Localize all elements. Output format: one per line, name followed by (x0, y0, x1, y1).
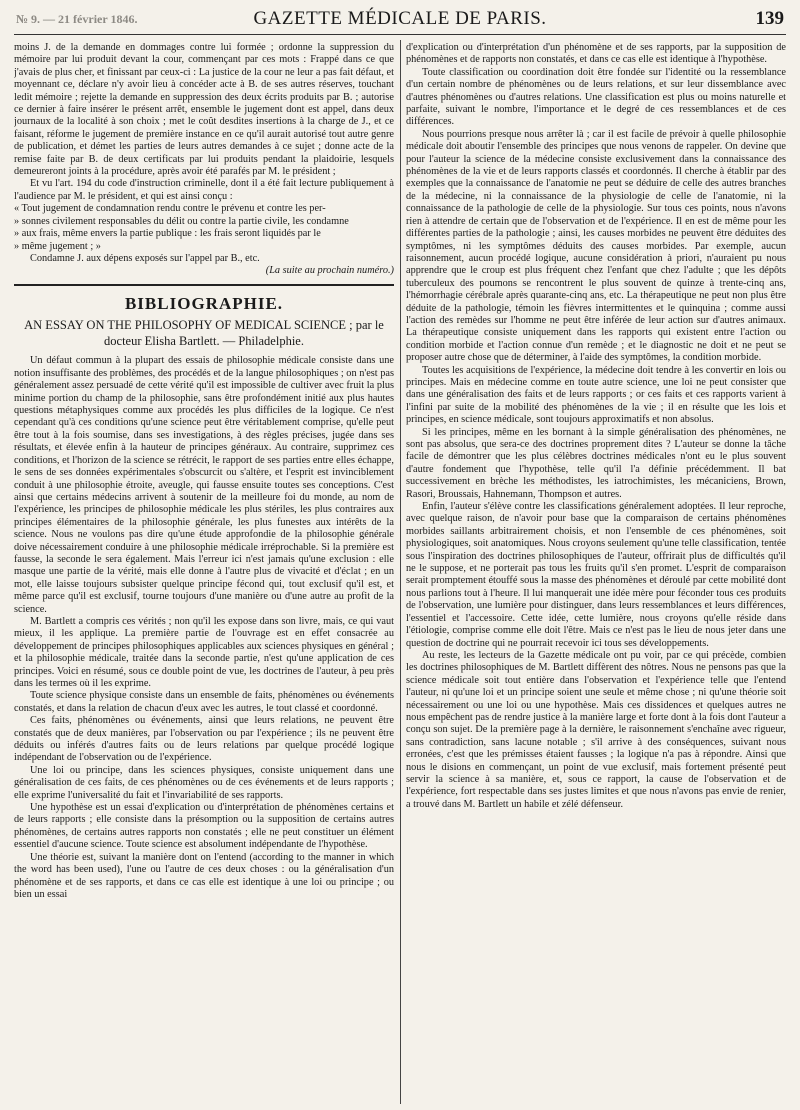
paragraph: Un défaut commun à la plupart des essais de philosophie médicale consiste dans une notion insuffisante des problèmes, des procédés et de la langue philosophiques ; on n'est pas généralement assez persuadé de cette vérité qu'il est impossible de cultiver avec fruit la plus minime portion du champ de la philosophie, sans être profondément initié aux plus hautes questions métaphysiques comme aux procédés les plus difficiles de la logique. Ce n'est cependant qu'à ces conditions qu'une science peut être véritablement comprise, qu'elle peut être tout à la fois soumise, dans ses investigations, à des règles précises, jugée dans ses résultats, et élevée enfin à la hauteur de principes généraux. Au contraire, supprimez ces conditions, et l'horizon de la science se rétrécit, le rapport de ses parties entre elles échappe, le sens de ses données expérimentales s'obscurcit ou s'altère, et l'esprit est invinciblement conduit à une philosophie étroite, aveugle, qui fausse ensuite toutes ses conceptions. C'est ainsi que certains médecins arrivent à soutenir de la meilleure foi du monde, au nom de l'expérience, les principes de philosophie médicale les plus stériles, les plus contraires aux principes élémentaires de la philosophie générale, les plus funestes aux intérêts de la science. Nous ne voulons pas dire qu'une étude approfondie de la philosophie générale doive nécessairement conduire à une philosophie médicale irréprochable. Si la première est fausse, la seconde le sera également. Mais l'erreur ici n'est jamais qu'une exclusion : elle masque une partie de la vérité, mais elle donne à l'autre plus de vivacité et d'éclat ; en un mot, elle laisse toujours subsister quelque principe fécond qui, tout exclusif qu'il est, et même parce qu'il est exclusif, tourne toujours d'une manière ou d'une autre au profit de la science. (14, 355, 394, 615)
paragraph: Une hypothèse est un essai d'explication ou d'interprétation de phénomènes certains et de leurs rapports ; elle consiste dans la présomption ou la supposition de certains autres phénomènes, de certains autres rapports non constatés ; elle ne peut constituer un élément essentiel d'aucune science. Toute science est absolument indépendante de l'hypothèse. (14, 802, 394, 851)
paragraph: Une loi ou principe, dans les sciences physiques, consiste uniquement dans une généralisation de ces faits, de ces phénomènes ou de ces événements et de leurs rapports ; elle exprime l'universalité du fait et l'invariabilité de ses rapports. (14, 764, 394, 801)
section-title: BIBLIOGRAPHIE. (124, 293, 284, 313)
continued-note: (La suite au prochain numéro.) (265, 265, 394, 277)
column-divider (400, 40, 401, 1104)
issue-date-fragment: № 9. — 21 février 1846. (16, 12, 138, 26)
paragraph: Condamne J. aux dépens exposés sur l'appel par B., etc. (30, 252, 260, 264)
left-column (14, 42, 394, 1102)
paragraph: Au reste, les lecteurs de la Gazette médicale ont pu voir, par ce qui précède, combien les doctrines philosophiques de M. Bartlett diffèrent des nôtres. Nous ne pensons pas que la science médicale soit tout entière dans l'observation et l'expérience telle que l'entend l'auteur, ni qu'une loi et un principe soient une seule et même chose ; ni qu'une théorie soit nécessairement ou une loi ou une hypothèse. Mais ces dissidences et quelques autres ne nous empêchent pas de rendre justice à la manière large et forte dont à la fois dont l'auteur a conçu son sujet. De la première page à la dernière, le raisonnement s'enchaîne avec rigueur, sans contradiction, sans lacune notable ; s'il arrive à des conséquences, suivant nous erronées, c'est que les prémisses étaient fausses ; la logique n'a pas à répondre. Ainsi que nous le disions en commençant, un point de vue exclusif, mais fortement présenté peut servir la science à sa manière, et, sous ce rapport, la cause de l'observation et de l'expérience, fort respectable dans ses justes limites et que nous n'avons pas envie de renier, a trouvé dans M. Bartlett un habile et zélé défenseur. (406, 649, 786, 810)
paragraph: Toutes les acquisitions de l'expérience, la médecine doit tendre à les convertir en lois ou principes. Mais en médecine comme en toute autre science, une loi ne peut consister que dans une généralisation des faits et de leurs rapports ; or ces faits et ces rapports varient à l'infini par suite de la mobilité des phénomènes de la vie ; il en résulte que les lois et principes, en science médicale, sont toujours approximatifs et non absolus. (406, 364, 786, 426)
paragraph: Et vu l'art. 194 du code d'instruction criminelle, dont il a été fait lecture publiquement à l'audience par M. le président, et qui est ainsi conçu : (14, 178, 394, 202)
right-column (406, 42, 786, 1102)
paragraph: Enfin, l'auteur s'élève contre les classifications généralement adoptées. Il leur reproche, avec quelque raison, de n'avoir pour base que la comparaison de certains phénomènes morbides saillants arbitrairement choisis, et non l'ensemble de ces phénomènes, soit physiologiques, soit anatomiques. Nous croyons seulement qu'une telle classification, tentée sous l'inspiration des doctrines philosophiques de l'auteur, offrirait plus de difficultés qu'il ne le suppose, et ne porterait pas tous les fruits qu'il s'en promet. L'esprit de comparaison serait promptement étouffé sous la masse des phénomènes et déroulé par cette mobilité dont nous parlions tout à l'heure. Il lui manquerait une idée mère pour féconder tous ces produits de l'observation, une lumière pour distinguer, dans leurs ressemblances et leurs différences, l'essentiel et l'accessoire. Cette idée, cette lumière, nous croyons qu'elle réside dans l'étiologie, comprise comme elle doit l'être. Mais ce n'est pas le lieu de nous jeter dans une question de doctrine qui ne pourrait recevoir ici tous ses développements. (406, 501, 786, 649)
quote-line: » sonnes civilement responsables du délit ou contre la partie civile, les condamne (14, 215, 349, 227)
paragraph: Toute science physique consiste dans un ensemble de faits, phénomènes ou événements constatés, et dans la relation de chacun d'eux avec les autres, le tout classé et coordonné. (14, 690, 394, 714)
paragraph: Si les principes, même en les bornant à la simple généralisation des phénomènes, ne sont pas absolus, que sera-ce des doctrines proprement dites ? L'auteur se donne la tâche facile de démontrer que les plus célèbres doctrines médicales n'ont eu le plus souvent d'autre fondement que l'hypothèse, telle qu'il l'a définie précédemment. Il bat successivement en brèche les méthodistes, les iatrochimistes, les mécaniciens, Brown, Rasori, Broussais, Hahnemann, Thompson et autres. (406, 426, 786, 500)
paragraph: moins J. de la demande en dommages contre lui formée ; ordonne la suppression du mémoire par lui produit devant la cour, commençant par ces mots : Frappé dans ce que j'avais de plus cher, et finissant par ceux-ci : La justice de la cour ne leur a pas fait défaut, et moyennant ce, déclare n'y avoir lieu à concéder acte à B. de ses autres réserves, touchant ledit mémoire ; rejette la demande en suppression des deux écrits produits par B. ; autorise ce dernier à faire insérer le présent arrêt, ensemble le jugement dont est appel, dans deux journaux de la localité à son choix ; met le coût desdites insertions à la charge de J., et ce faisant, réforme le jugement de première instance en ce qu'il aurait autorisé tout autre genre de publication, et démet les parties de leurs autres demandes à ce sujet ; donne acte de la remise faite par B. de deux certificats par lui produits pendant la plaidoirie, lesquels demeureront joints à la procédure, après avoir été parafés par M. le président ; (14, 42, 394, 178)
page-header (14, 4, 786, 35)
paragraph: Une théorie est, suivant la manière dont on l'entend (according to the manner in which the word has been used), l'une ou l'autre de ces deux choses : ou la généralisation d'un phénomène et de ses rapports, et dans ce cas elle est identique à une loi ou principe ; ou bien un essai (14, 851, 394, 900)
paragraph: Nous pourrions presque nous arrêter là ; car il est facile de prévoir à quelle philosophie médicale doit aboutir l'ensemble des principes que nous venons de rappeler. On devine que pour l'auteur la science de la médecine consiste exclusivement dans la connaissance des phénomènes de la vie et de leurs rapports classés et coordonnés. Il cherche à établir par des exemples que la connaissance de l'anatomie ne peut se déduire de celle des autres branches de la médecine, ni la connaissance de la physiologie de celle de l'anatomie, ni la connaissance de la pathologie de celle de la physiologie. Sur tous ces points, nous n'avons rien à attendre de certain que de l'observation et de l'expérience. Il en est de même pour les différentes parties de la pathologie ; ainsi, les causes morbides ne peuvent être déduites des symptômes, ni les symptômes déduits des causes morbides. Par exemple, aucun raisonnement, aucun procédé logique, aucune considération à priori, n'auraient pu nous apprendre que le croup est plus fréquent chez l'enfant que chez l'adulte ; que les dépôts tuberculeux des poumons se rencontrent le plus souvent de quinze à trente-cinq ans, l'hémorrhagie cérébrale après quarante-cinq ans, etc. La thérapeutique ne peut non plus être déduite de la pathologie, témoin les fièvres intermittentes et le quinquina ; comme aussi l'action des remèdes sur l'homme ne peut être inférée de leur action sur d'autres animaux. La thérapeutique consiste uniquement dans les rapports qui existent entre l'action ou condition morbide et l'action connue d'un remède ; et le diagnostic ne doit et ne peut se proposer autre chose que de déterminer, à l'aide des symptômes, la condition morbide. (406, 128, 786, 364)
paragraph: Toute classification ou coordination doit être fondée sur l'identité ou la ressemblance d'un certain nombre de phénomènes ou de leurs relations, et sur leur dissemblance avec d'autres phénomènes ou d'autres relations. Une classification est plus ou moins naturelle et parfaite, suivant le nombre, l'importance et le degré de ces ressemblances et de ces différences. (406, 66, 786, 128)
quote-line: » même jugement ; » (14, 240, 101, 252)
section-separator (14, 284, 394, 286)
paragraph: d'explication ou d'interprétation d'un phénomène et de ses rapports, par la supposition de phénomènes et de rapports non constatés, et dans ce cas elle est identique à l'hypothèse. (406, 42, 786, 66)
quote-line: « Tout jugement de condamnation rendu contre le prévenu et contre les per- (14, 203, 326, 215)
paragraph: Ces faits, phénomènes ou événements, ainsi que leurs relations, ne peuvent être constatés que de deux manières, par l'observation ou par l'expérience ; ils ne peuvent être déduits ou inférés d'autres faits ou de leurs relations par quelque procédé logique indépendant de l'observation ou de l'expérience. (14, 715, 394, 764)
page-number: 139 (755, 8, 784, 29)
paragraph: M. Bartlett a compris ces vérités ; non qu'il les expose dans son livre, mais, ce qui vaut mieux, il les applique. La première partie de l'ouvrage est en effet consacrée au développement de principes philosophiques applicables aux sciences physiques en général ; et la philosophie médicale, traitée dans la seconde partie, n'est qu'une application de ces principes. Voici en résumé, sous ce double point de vue, les doctrines de l'auteur, à peu près dans les termes où il les exprime. (14, 615, 394, 690)
quote-line: » aux frais, même envers la partie publique : les frais seront liquidés par le (14, 228, 321, 240)
journal-title: GAZETTE MÉDICALE DE PARIS. (253, 8, 547, 29)
book-reference: AN ESSAY ON THE PHILOSOPHY OF MEDICAL SCIENCE ; par le docteur Elisha Bartlett. — Philadelphie. (24, 318, 384, 348)
